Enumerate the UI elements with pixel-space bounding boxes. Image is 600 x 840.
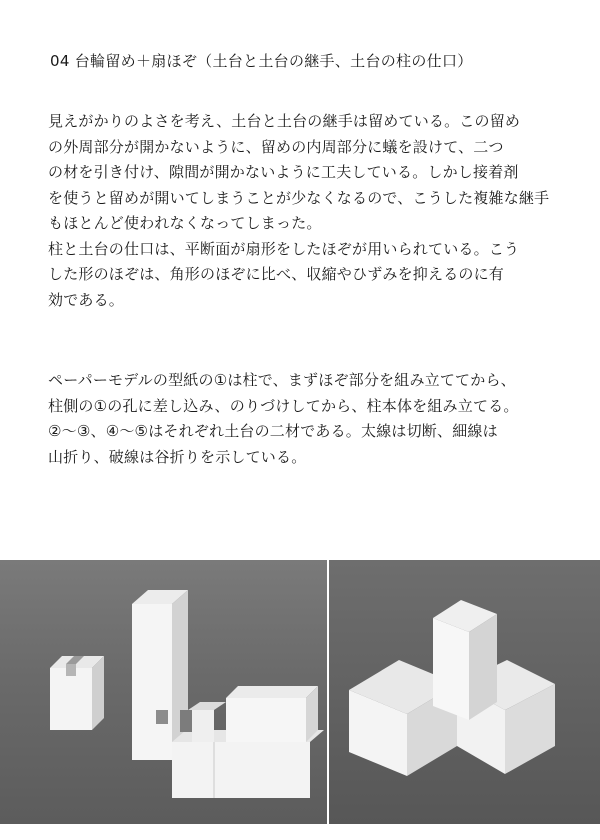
text-line: ②〜③、④〜⑤はそれぞれ土台の二材である。太線は切断、細線は [48,422,498,440]
sill-piece [172,686,324,798]
photo-assembled-model [329,560,600,824]
text-line: ペーパーモデルの型紙の①は柱で、まずほぞ部分を組み立ててから、 [48,371,516,389]
text-line: 柱と土台の仕口は、平断面が扇形をしたほぞが用いられている。こう [48,239,520,258]
text-line: の外周部分が開かないように、留めの内周部分に蟻を設けて、二つ [48,137,504,156]
text-line: を使うと留めが開いてしまうことが少なくなるので、こうした複雑な継手 [48,188,550,207]
text-line: の材を引き付け、隙間が開かないように工夫している。しかし接着剤 [48,163,519,181]
text-line: もほとんど使われなくなってしまった。 [48,214,322,232]
section-heading: 04 台輪留め＋扇ほぞ（土台と土台の継手、土台の柱の仕口） [50,52,473,70]
text-line: 見えがかりのよさを考え、土台と土台の継手は留めている。この留め [48,112,521,130]
paragraph-joint-description [48,109,568,313]
assembled-column [433,600,497,720]
disassembled-model-illustration [0,560,327,824]
text-line: 効である。 [48,290,125,309]
text-line: 柱側の①の孔に差し込み、のりづけしてから、柱本体を組み立てる。 [48,396,519,415]
text-line: した形のほぞは、角形のほぞに比べ、収縮やひずみを抑えるのに有 [48,265,505,283]
assembled-model-illustration [329,560,600,824]
text-line: 山折り、破線は谷折りを示している。 [48,447,307,466]
photo-disassembled-model [0,560,327,824]
paragraph-paper-model-instructions [48,368,568,470]
column-piece [132,590,188,760]
tenon-piece [50,656,104,730]
